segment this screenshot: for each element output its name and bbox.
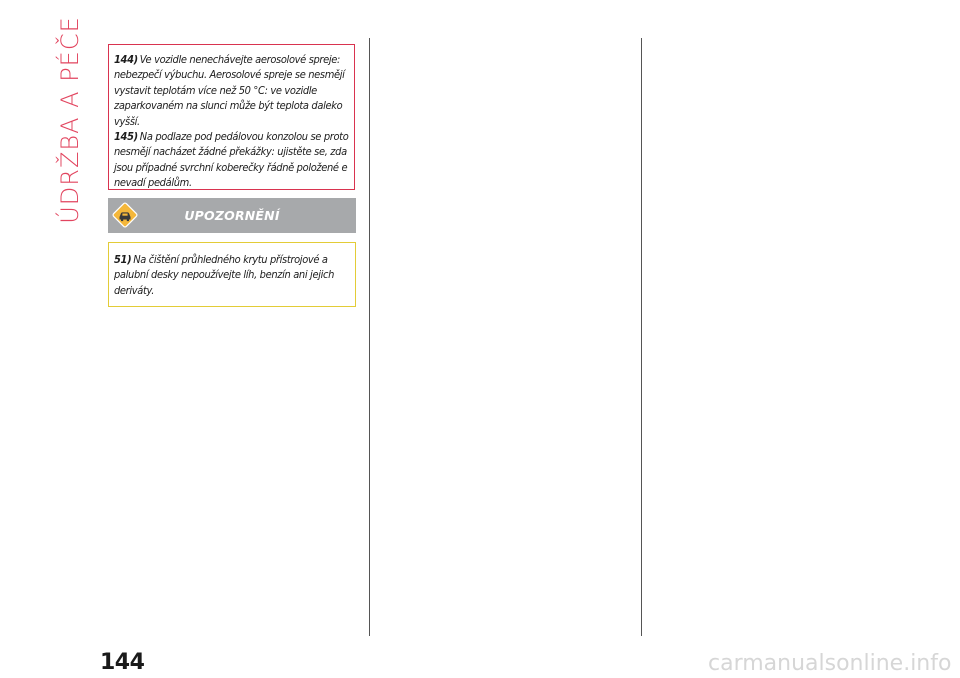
watermark: carmanualsonline.info bbox=[708, 651, 952, 676]
note-145 bbox=[114, 129, 349, 191]
column-divider-left bbox=[369, 38, 370, 636]
car-caution-icon bbox=[110, 200, 140, 230]
danger-notes-box bbox=[108, 44, 355, 190]
note-144 bbox=[114, 52, 349, 129]
note-text: Na čištění průhledného krytu přístrojové a palubní desky nepoužívejte líh, benzín ani jejich deriváty. bbox=[114, 253, 335, 297]
section-title-text: ÚDRŽBA A PÉČE bbox=[56, 16, 84, 224]
note-number: 145) bbox=[114, 130, 138, 144]
note-text: Na podlaze pod pedálovou konzolou se proto nesmějí nacházet žádné překážky: ujistěte se, zda jsou případné svrchní koberečky řádně položené e nevadí pedálům. bbox=[114, 130, 349, 190]
page-number: 144 bbox=[100, 650, 145, 675]
note-text: Ve vozidle nenechávejte aerosolové spreje: nebezpečí výbuchu. Aerosolové spreje se nesmějí vystavit teplotám více než 50 °C: ve vozidle zaparkovaném na slunci může být teplota daleko vyšší. bbox=[114, 53, 345, 128]
warning-title: UPOZORNĚNÍ bbox=[184, 208, 280, 223]
note-51 bbox=[114, 252, 350, 298]
note-number: 144) bbox=[114, 53, 138, 66]
column-divider-right bbox=[641, 38, 642, 636]
warning-banner bbox=[108, 198, 356, 233]
note-number: 51) bbox=[114, 253, 132, 266]
section-title bbox=[50, 16, 90, 224]
warning-notes-box bbox=[108, 242, 356, 307]
